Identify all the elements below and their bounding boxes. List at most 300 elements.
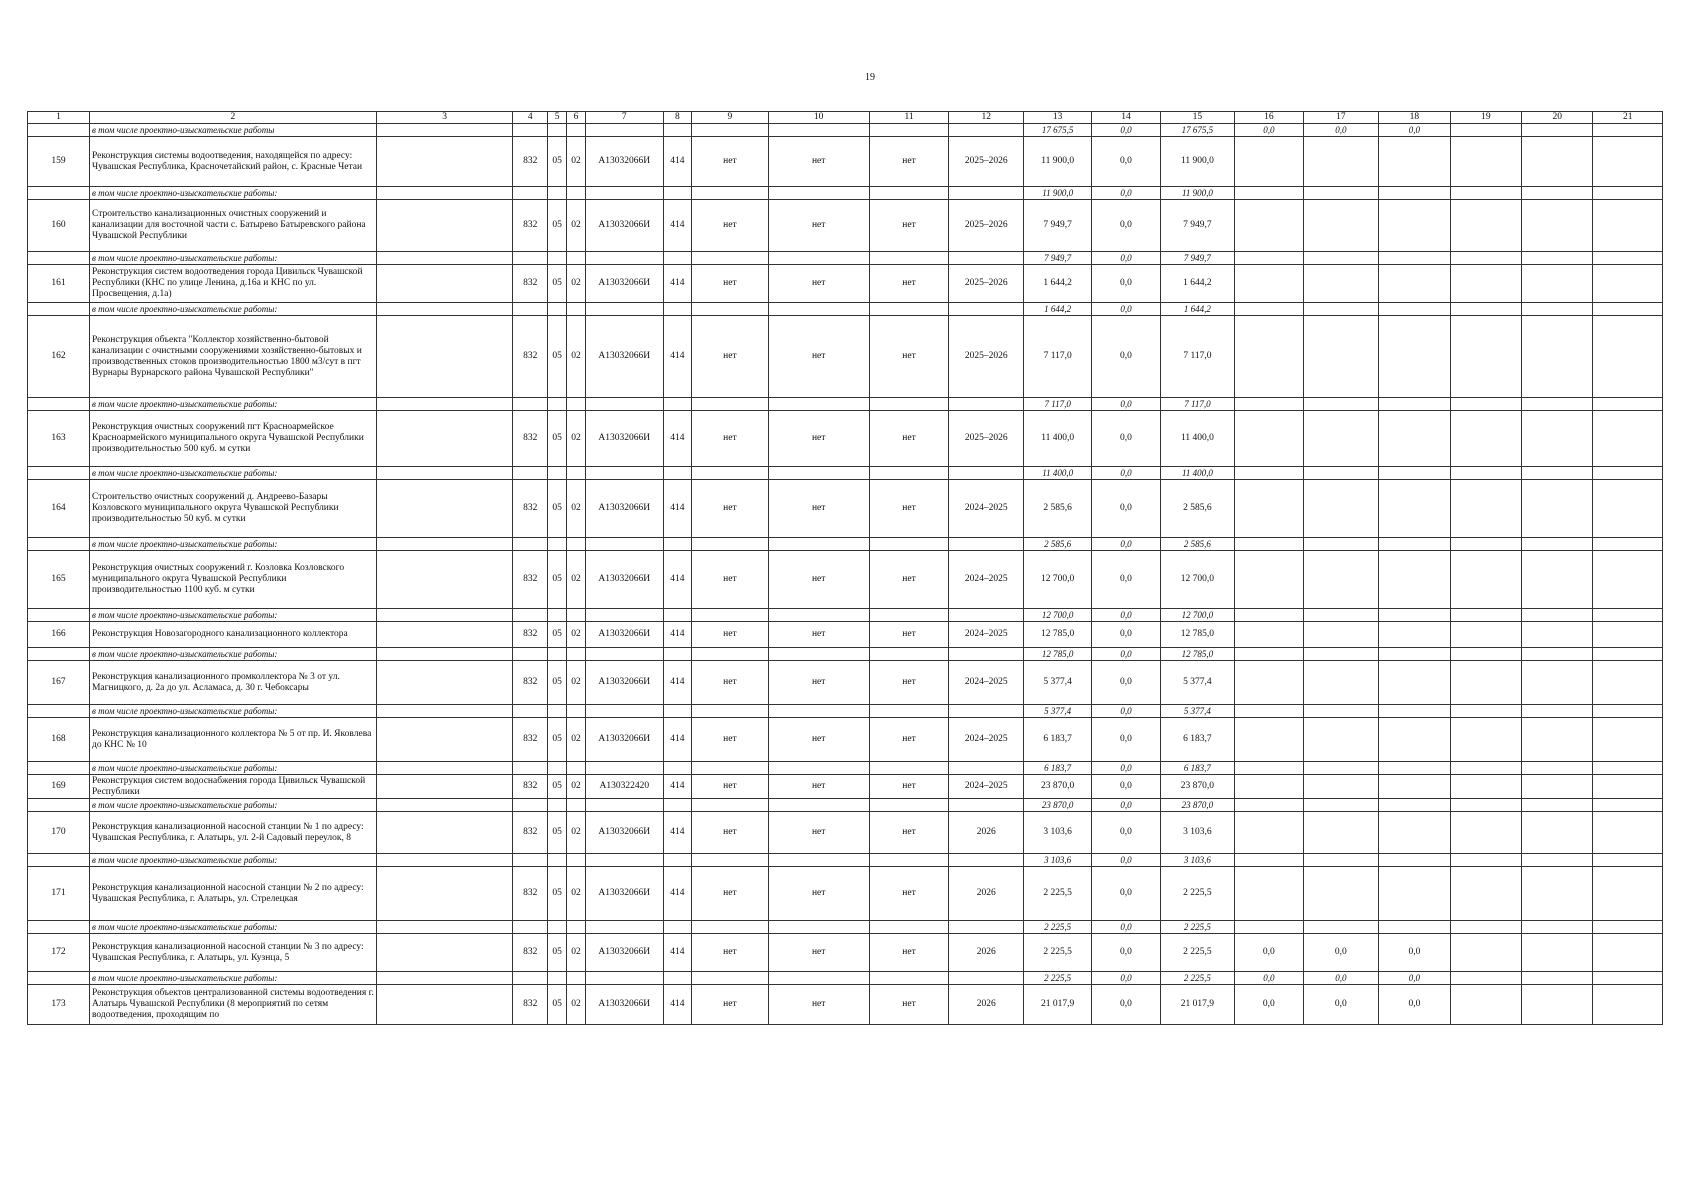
- cell-c14: 0,0: [1092, 718, 1160, 762]
- cell-c18: [1379, 775, 1450, 799]
- cell-c7: А13032066И: [585, 411, 663, 467]
- cell-c18: [1379, 799, 1450, 812]
- cell-c12: 2026: [949, 985, 1024, 1025]
- cell-c5: 05: [548, 411, 567, 467]
- table-row: [28, 934, 1663, 972]
- cell-c15: 3 103,6: [1160, 854, 1235, 867]
- cell-c12: 2025–2026: [949, 200, 1024, 252]
- cell-c18: [1379, 200, 1450, 252]
- cell-c10: нет: [768, 985, 869, 1025]
- cell-c14: 0,0: [1092, 622, 1160, 648]
- row-number: 160: [28, 200, 90, 252]
- cell-c8: 414: [663, 316, 691, 398]
- cell-c10: нет: [768, 867, 869, 921]
- cell-c16: [1235, 762, 1303, 775]
- cell-c17: 0,0: [1303, 985, 1379, 1025]
- subtotal-row: [28, 398, 1663, 411]
- subtotal-row: [28, 762, 1663, 775]
- row-description: Реконструкция системы водоотведения, находящейся по адресу: Чувашская Республика, Красночетайский район, с. Красные Четаи: [89, 137, 376, 187]
- cell-c18: [1379, 854, 1450, 867]
- cell-c5: 05: [548, 551, 567, 609]
- row-description: Реконструкция канализационной насосной станции № 2 по адресу: Чувашская Республика, г. Алатырь, ул. Стрелецкая: [89, 867, 376, 921]
- cell-c12: 2025–2026: [949, 265, 1024, 303]
- cell-c3: [376, 137, 513, 187]
- cell-c12: 2024–2025: [949, 480, 1024, 538]
- cell-c18: [1379, 411, 1450, 467]
- cell-c18: [1379, 762, 1450, 775]
- subtotal-row: [28, 467, 1663, 480]
- cell-c8: 414: [663, 411, 691, 467]
- cell-c12: 2024–2025: [949, 551, 1024, 609]
- cell-c6: 02: [567, 718, 586, 762]
- cell-c3: [376, 934, 513, 972]
- cell-c3: [376, 867, 513, 921]
- cell-c17: [1303, 200, 1379, 252]
- cell-c11: нет: [869, 985, 949, 1025]
- table-row: [28, 411, 1663, 467]
- cell-c13: 6 183,7: [1024, 718, 1092, 762]
- cell-c18: [1379, 137, 1450, 187]
- cell-c16: [1235, 775, 1303, 799]
- cell-c8: 414: [663, 812, 691, 854]
- cell-c18: [1379, 812, 1450, 854]
- cell-c5: 05: [548, 622, 567, 648]
- cell-c21: [1593, 265, 1663, 303]
- subtotal-label: в том числе проектно-изыскательские работы:: [89, 252, 376, 265]
- cell-c15: 5 377,4: [1160, 705, 1235, 718]
- cell-c18: [1379, 551, 1450, 609]
- cell-c5: 05: [548, 775, 567, 799]
- cell-c13: 12 785,0: [1024, 648, 1092, 661]
- cell-c13: 7 949,7: [1024, 252, 1092, 265]
- cell-c9: нет: [692, 934, 769, 972]
- row-number: 169: [28, 775, 90, 799]
- cell-c12: 2025–2026: [949, 137, 1024, 187]
- cell-c11: нет: [869, 867, 949, 921]
- subtotal-label: в том числе проектно-изыскательские работы: [89, 124, 376, 137]
- cell-c15: 7 949,7: [1160, 200, 1235, 252]
- row-number: 164: [28, 480, 90, 538]
- cell-c10: нет: [768, 411, 869, 467]
- row-number: 170: [28, 812, 90, 854]
- cell-c9: нет: [692, 812, 769, 854]
- cell-c14: 0,0: [1092, 972, 1160, 985]
- cell-c17: 0,0: [1303, 124, 1379, 137]
- cell-c14: 0,0: [1092, 775, 1160, 799]
- cell-c11: нет: [869, 934, 949, 972]
- cell-c10: нет: [768, 622, 869, 648]
- cell-c14: 0,0: [1092, 867, 1160, 921]
- cell-c18: [1379, 609, 1450, 622]
- cell-c16: [1235, 538, 1303, 551]
- cell-c4: 832: [513, 985, 548, 1025]
- cell-c15: 2 225,5: [1160, 867, 1235, 921]
- cell-c3: [376, 812, 513, 854]
- column-header: 1: [28, 112, 90, 124]
- cell-c20: [1522, 718, 1593, 762]
- cell-c19: [1450, 480, 1521, 538]
- cell-c14: 0,0: [1092, 551, 1160, 609]
- cell-c17: [1303, 705, 1379, 718]
- cell-c8: 414: [663, 480, 691, 538]
- cell-c14: 0,0: [1092, 538, 1160, 551]
- cell-c13: 17 675,5: [1024, 124, 1092, 137]
- cell-c14: 0,0: [1092, 137, 1160, 187]
- cell-c5: 05: [548, 812, 567, 854]
- cell-c21: [1593, 867, 1663, 921]
- cell-c15: 21 017,9: [1160, 985, 1235, 1025]
- cell-c14: 0,0: [1092, 934, 1160, 972]
- cell-c11: нет: [869, 411, 949, 467]
- cell-c16: [1235, 609, 1303, 622]
- cell-c5: 05: [548, 985, 567, 1025]
- cell-c11: нет: [869, 316, 949, 398]
- cell-c7: А13032066И: [585, 718, 663, 762]
- cell-c17: [1303, 762, 1379, 775]
- cell-c12: 2024–2025: [949, 622, 1024, 648]
- cell-c3: [376, 551, 513, 609]
- column-header: 10: [768, 112, 869, 124]
- subtotal-label: в том числе проектно-изыскательские работы:: [89, 854, 376, 867]
- cell-c13: 12 785,0: [1024, 622, 1092, 648]
- column-header: 3: [376, 112, 513, 124]
- cell-c18: [1379, 661, 1450, 705]
- row-number: 163: [28, 411, 90, 467]
- cell-c16: [1235, 411, 1303, 467]
- cell-c12: 2026: [949, 812, 1024, 854]
- cell-c4: 832: [513, 265, 548, 303]
- cell-c10: нет: [768, 551, 869, 609]
- cell-c17: [1303, 812, 1379, 854]
- column-header: 15: [1160, 112, 1235, 124]
- cell-c3: [376, 200, 513, 252]
- cell-c16: [1235, 921, 1303, 934]
- cell-c11: нет: [869, 137, 949, 187]
- column-header: 6: [567, 112, 586, 124]
- cell-c18: [1379, 265, 1450, 303]
- cell-c13: 2 225,5: [1024, 921, 1092, 934]
- cell-c14: 0,0: [1092, 854, 1160, 867]
- cell-c9: нет: [692, 137, 769, 187]
- cell-c7: А13032066И: [585, 812, 663, 854]
- cell-c9: нет: [692, 411, 769, 467]
- table-row: [28, 200, 1663, 252]
- cell-c19: [1450, 661, 1521, 705]
- cell-c15: 12 785,0: [1160, 648, 1235, 661]
- cell-c7: А13032066И: [585, 985, 663, 1025]
- cell-c9: нет: [692, 867, 769, 921]
- cell-c13: 2 225,5: [1024, 934, 1092, 972]
- table-row: [28, 316, 1663, 398]
- cell-c16: [1235, 854, 1303, 867]
- subtotal-row: [28, 799, 1663, 812]
- cell-c15: 12 700,0: [1160, 551, 1235, 609]
- table-row: [28, 265, 1663, 303]
- cell-c15: 11 400,0: [1160, 411, 1235, 467]
- cell-c9: нет: [692, 775, 769, 799]
- table-row: [28, 661, 1663, 705]
- cell-c5: 05: [548, 316, 567, 398]
- row-number: 171: [28, 867, 90, 921]
- row-description: Реконструкция объекта "Коллектор хозяйственно-бытовой канализации с очистными сооружениями хозяйственно-бытовых и производственных стоков производительностью 1800 м3/сут в пгт Вурнары Вурнарского района Чувашской Республики": [89, 316, 376, 398]
- cell-c17: [1303, 775, 1379, 799]
- cell-c21: [1593, 480, 1663, 538]
- cell-c4: 832: [513, 411, 548, 467]
- cell-c13: 12 700,0: [1024, 551, 1092, 609]
- row-number: 162: [28, 316, 90, 398]
- cell-c20: [1522, 137, 1593, 187]
- cell-c14: 0,0: [1092, 303, 1160, 316]
- cell-c20: [1522, 812, 1593, 854]
- cell-c17: [1303, 467, 1379, 480]
- cell-c9: нет: [692, 265, 769, 303]
- cell-c14: 0,0: [1092, 480, 1160, 538]
- row-description: Реконструкция объектов централизованной системы водоотведения г. Алатырь Чувашской Республики (8 мероприятий по сетям водоотведения, проходящим по: [89, 985, 376, 1025]
- cell-c15: 2 585,6: [1160, 480, 1235, 538]
- cell-c12: 2026: [949, 867, 1024, 921]
- cell-c16: [1235, 467, 1303, 480]
- cell-c17: [1303, 609, 1379, 622]
- subtotal-label: в том числе проектно-изыскательские работы:: [89, 467, 376, 480]
- cell-c15: 6 183,7: [1160, 718, 1235, 762]
- cell-c13: 23 870,0: [1024, 775, 1092, 799]
- column-header: 5: [548, 112, 567, 124]
- cell-c15: 12 700,0: [1160, 609, 1235, 622]
- subtotal-row: [28, 854, 1663, 867]
- cell-c21: [1593, 985, 1663, 1025]
- cell-c15: 7 949,7: [1160, 252, 1235, 265]
- subtotal-label: в том числе проектно-изыскательские работы:: [89, 705, 376, 718]
- cell-c16: [1235, 187, 1303, 200]
- cell-c10: нет: [768, 718, 869, 762]
- cell-c18: [1379, 316, 1450, 398]
- cell-c12: 2024–2025: [949, 718, 1024, 762]
- column-header: 18: [1379, 112, 1450, 124]
- cell-c14: 0,0: [1092, 200, 1160, 252]
- cell-c16: [1235, 200, 1303, 252]
- column-header: 7: [585, 112, 663, 124]
- cell-c15: 2 225,5: [1160, 972, 1235, 985]
- cell-c18: [1379, 718, 1450, 762]
- cell-c3: [376, 985, 513, 1025]
- cell-c16: [1235, 661, 1303, 705]
- cell-c7: А13032066И: [585, 480, 663, 538]
- cell-c9: нет: [692, 661, 769, 705]
- cell-c20: [1522, 985, 1593, 1025]
- cell-c15: 3 103,6: [1160, 812, 1235, 854]
- table-row: [28, 480, 1663, 538]
- cell-c8: 414: [663, 622, 691, 648]
- cell-c6: 02: [567, 316, 586, 398]
- cell-c16: [1235, 718, 1303, 762]
- cell-c21: [1593, 934, 1663, 972]
- column-header: 11: [869, 112, 949, 124]
- cell-c17: [1303, 622, 1379, 648]
- cell-c17: [1303, 648, 1379, 661]
- cell-c10: нет: [768, 775, 869, 799]
- cell-c17: [1303, 921, 1379, 934]
- cell-c18: 0,0: [1379, 124, 1450, 137]
- subtotal-row: [28, 972, 1663, 985]
- column-header: 20: [1522, 112, 1593, 124]
- cell-c13: 2 225,5: [1024, 972, 1092, 985]
- cell-c5: 05: [548, 137, 567, 187]
- cell-c17: 0,0: [1303, 972, 1379, 985]
- cell-c21: [1593, 661, 1663, 705]
- cell-c21: [1593, 812, 1663, 854]
- cell-c11: нет: [869, 200, 949, 252]
- cell-c15: 5 377,4: [1160, 661, 1235, 705]
- cell-c7: А13032066И: [585, 551, 663, 609]
- cell-c18: 0,0: [1379, 972, 1450, 985]
- cell-c16: [1235, 622, 1303, 648]
- cell-c17: [1303, 398, 1379, 411]
- cell-c20: [1522, 480, 1593, 538]
- cell-c19: [1450, 867, 1521, 921]
- cell-c11: нет: [869, 775, 949, 799]
- cell-c13: 5 377,4: [1024, 705, 1092, 718]
- cell-c5: 05: [548, 718, 567, 762]
- subtotal-row: [28, 648, 1663, 661]
- cell-c14: 0,0: [1092, 762, 1160, 775]
- cell-c14: 0,0: [1092, 252, 1160, 265]
- cell-c8: 414: [663, 985, 691, 1025]
- cell-c16: 0,0: [1235, 934, 1303, 972]
- cell-c19: [1450, 137, 1521, 187]
- cell-c20: [1522, 265, 1593, 303]
- cell-c15: 2 225,5: [1160, 934, 1235, 972]
- row-description: Реконструкция канализационной насосной станции № 3 по адресу: Чувашская Республика, г. Алатырь, ул. Кузнца, 5: [89, 934, 376, 972]
- cell-c9: нет: [692, 985, 769, 1025]
- cell-c7: А13032066И: [585, 265, 663, 303]
- cell-c13: 7 949,7: [1024, 200, 1092, 252]
- cell-c4: 832: [513, 316, 548, 398]
- cell-c13: 1 644,2: [1024, 303, 1092, 316]
- cell-c18: [1379, 622, 1450, 648]
- cell-c15: 12 785,0: [1160, 622, 1235, 648]
- cell-c20: [1522, 934, 1593, 972]
- cell-c21: [1593, 551, 1663, 609]
- column-header: 2: [89, 112, 376, 124]
- cell-c18: [1379, 705, 1450, 718]
- cell-c19: [1450, 718, 1521, 762]
- cell-c16: 0,0: [1235, 124, 1303, 137]
- cell-c16: [1235, 316, 1303, 398]
- cell-c7: А13032066И: [585, 934, 663, 972]
- cell-c15: 11 900,0: [1160, 187, 1235, 200]
- cell-c18: [1379, 187, 1450, 200]
- cell-c21: [1593, 718, 1663, 762]
- subtotal-row: [28, 252, 1663, 265]
- cell-c15: 23 870,0: [1160, 799, 1235, 812]
- cell-c4: 832: [513, 812, 548, 854]
- cell-c21: [1593, 200, 1663, 252]
- cell-c5: 05: [548, 934, 567, 972]
- cell-c16: [1235, 867, 1303, 921]
- cell-c14: 0,0: [1092, 705, 1160, 718]
- cell-c17: [1303, 480, 1379, 538]
- cell-c11: нет: [869, 265, 949, 303]
- cell-c8: 414: [663, 718, 691, 762]
- cell-c13: 7 117,0: [1024, 398, 1092, 411]
- cell-c5: 05: [548, 480, 567, 538]
- table-row: [28, 812, 1663, 854]
- cell-c13: 3 103,6: [1024, 854, 1092, 867]
- cell-c15: 11 400,0: [1160, 467, 1235, 480]
- cell-c13: 7 117,0: [1024, 316, 1092, 398]
- column-header: 14: [1092, 112, 1160, 124]
- cell-c15: 1 644,2: [1160, 265, 1235, 303]
- row-number: 161: [28, 265, 90, 303]
- cell-c11: нет: [869, 812, 949, 854]
- cell-c16: [1235, 812, 1303, 854]
- cell-c13: 2 585,6: [1024, 538, 1092, 551]
- cell-c19: [1450, 265, 1521, 303]
- cell-c6: 02: [567, 411, 586, 467]
- subtotal-label: в том числе проектно-изыскательские работы:: [89, 648, 376, 661]
- cell-c12: 2025–2026: [949, 411, 1024, 467]
- cell-c13: 5 377,4: [1024, 661, 1092, 705]
- cell-c17: [1303, 411, 1379, 467]
- subtotal-label: в том числе проектно-изыскательские работы:: [89, 398, 376, 411]
- cell-c6: 02: [567, 812, 586, 854]
- cell-c8: 414: [663, 775, 691, 799]
- cell-c18: [1379, 252, 1450, 265]
- cell-c17: [1303, 867, 1379, 921]
- cell-c12: 2026: [949, 934, 1024, 972]
- cell-c16: [1235, 137, 1303, 187]
- cell-c19: [1450, 985, 1521, 1025]
- cell-c6: 02: [567, 934, 586, 972]
- cell-c15: 2 225,5: [1160, 921, 1235, 934]
- cell-c14: 0,0: [1092, 648, 1160, 661]
- cell-c11: нет: [869, 480, 949, 538]
- cell-c17: [1303, 252, 1379, 265]
- row-number: 173: [28, 985, 90, 1025]
- cell-c14: 0,0: [1092, 609, 1160, 622]
- row-description: Реконструкция канализационного промколлектора № 3 от ул. Магницкого, д. 2а до ул. Асламаса, д. 30 г. Чебоксары: [89, 661, 376, 705]
- cell-c9: нет: [692, 200, 769, 252]
- cell-c18: [1379, 480, 1450, 538]
- cell-c16: [1235, 265, 1303, 303]
- cell-c14: 0,0: [1092, 799, 1160, 812]
- cell-c13: 6 183,7: [1024, 762, 1092, 775]
- cell-c14: 0,0: [1092, 812, 1160, 854]
- cell-c14: 0,0: [1092, 411, 1160, 467]
- cell-c16: [1235, 799, 1303, 812]
- cell-c5: 05: [548, 200, 567, 252]
- subtotal-label: в том числе проектно-изыскательские работы:: [89, 538, 376, 551]
- cell-c6: 02: [567, 867, 586, 921]
- cell-c7: А13032066И: [585, 200, 663, 252]
- cell-c3: [376, 411, 513, 467]
- row-number: 165: [28, 551, 90, 609]
- cell-c16: [1235, 303, 1303, 316]
- cell-c4: 832: [513, 934, 548, 972]
- cell-c17: [1303, 854, 1379, 867]
- subtotal-label: в том числе проектно-изыскательские работы:: [89, 921, 376, 934]
- subtotal-row: [28, 303, 1663, 316]
- cell-c15: 6 183,7: [1160, 762, 1235, 775]
- cell-c4: 832: [513, 200, 548, 252]
- cell-c4: 832: [513, 775, 548, 799]
- cell-c13: 11 900,0: [1024, 137, 1092, 187]
- cell-c7: А13032066И: [585, 661, 663, 705]
- cell-c3: [376, 661, 513, 705]
- row-number: 168: [28, 718, 90, 762]
- cell-c11: нет: [869, 551, 949, 609]
- cell-c13: 23 870,0: [1024, 799, 1092, 812]
